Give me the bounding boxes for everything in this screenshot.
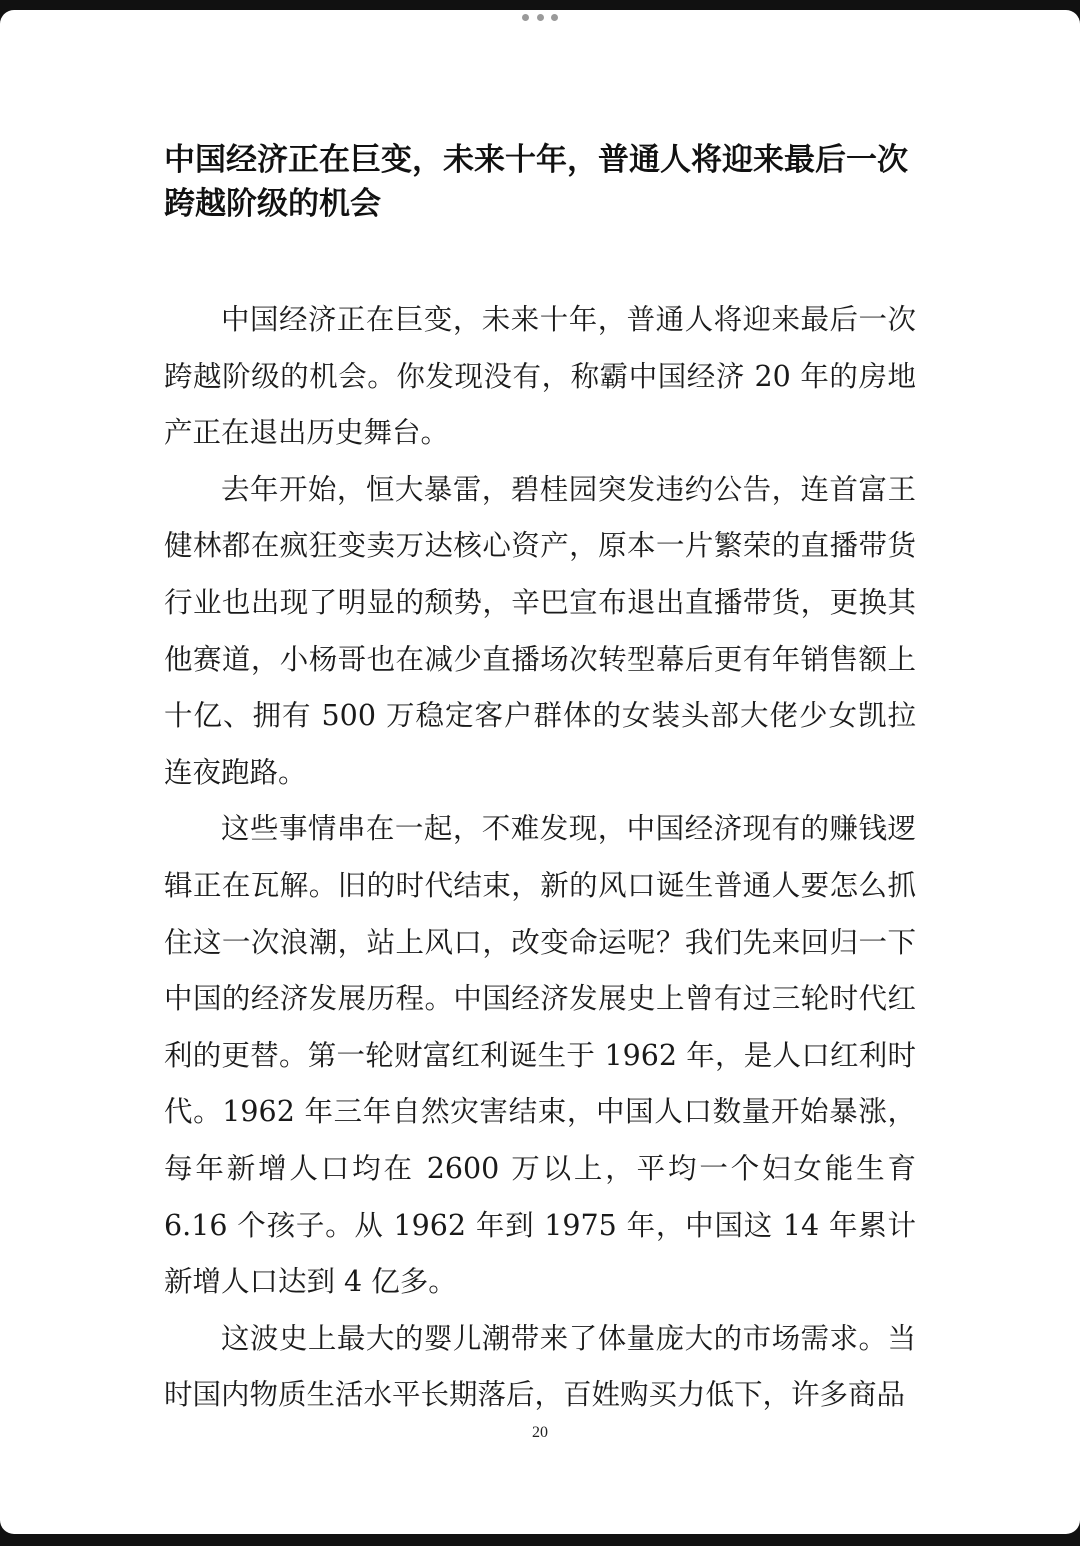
paragraph: 这些事情串在一起，不难发现，中国经济现有的赚钱逻辑正在瓦解。旧的时代结束，新的风口诞生普通人要怎么抓住这一次浪潮，站上风口，改变命运呢？我们先来回归一下中国的经济发展历程。中国经济发展史上曾有过三轮时代红利的更替。第一轮财富红利诞生于 1962 年，是人口红利时代。1962 年三年自然灾害结束，中国人口数量开始暴涨，每年新增人口均在 2600 万以上，平均一个妇女能生育 6.16 个孩子。从 1962 年到 1975 年，中国这 14 年累计新增人口达到 4 亿多。 bbox=[164, 812, 916, 1299]
article-body bbox=[164, 292, 916, 1424]
document-page bbox=[0, 10, 1080, 1534]
paragraph: 中国经济正在巨变，未来十年，普通人将迎来最后一次跨越阶级的机会。你发现没有，称霸中国经济 20 年的房地产正在退出历史舞台。 bbox=[164, 303, 916, 450]
paragraph: 去年开始，恒大暴雷，碧桂园突发违约公告，连首富王健林都在疯狂变卖万达核心资产，原本一片繁荣的直播带货行业也出现了明显的颓势，辛巴宣布退出直播带货，更换其他赛道，小杨哥也在减少直播场次转型幕后更有年销售额上十亿、拥有 500 万稳定客户群体的女装头部大佬少女凯拉连夜跑路。 bbox=[164, 472, 916, 789]
dot bbox=[537, 14, 544, 21]
dot bbox=[522, 14, 529, 21]
paragraph: 这波史上最大的婴儿潮带来了体量庞大的市场需求。当时国内物质生活水平长期落后，百姓购买力低下，许多商品 bbox=[164, 1321, 916, 1412]
article-title: 中国经济正在巨变，未来十年，普通人将迎来最后一次跨越阶级的机会 bbox=[164, 142, 908, 222]
page-number: 20 bbox=[532, 1424, 548, 1441]
more-options-icon[interactable] bbox=[522, 12, 558, 22]
dot bbox=[551, 14, 558, 21]
